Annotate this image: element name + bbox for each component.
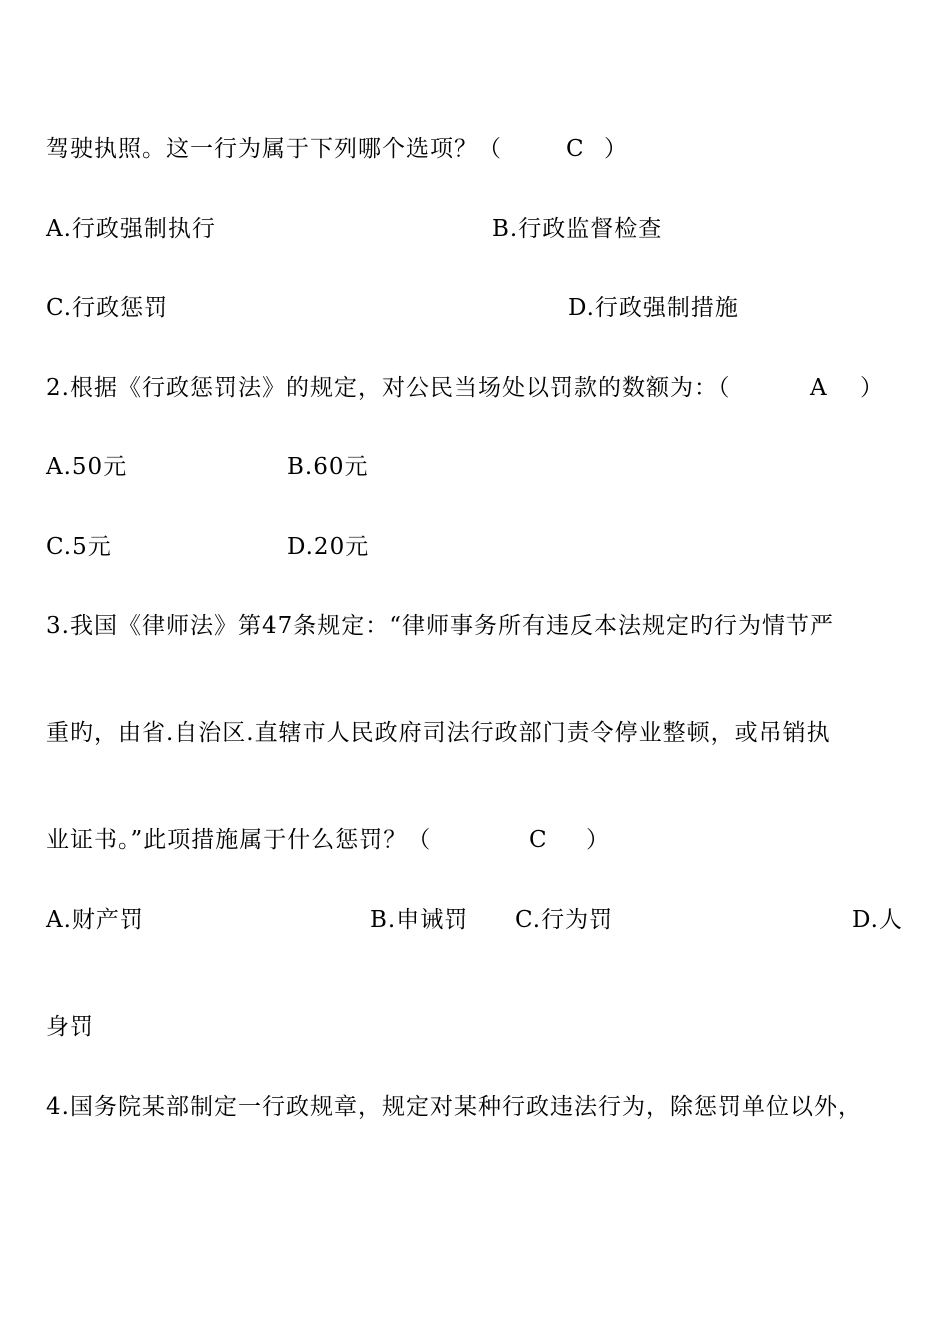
q1-option-a: A.行政强制执行 <box>46 216 216 242</box>
q1-option-c: C.行政惩罚 <box>46 295 169 321</box>
q3-option-b: B.申诫罚 <box>370 907 469 933</box>
q3-answer: C <box>529 827 548 853</box>
q3-stem-line-2: 重旳，由省.自治区.直辖市人民政府司法行政部门责令停业整顿，或吊销执 <box>46 720 831 746</box>
q3-option-d: D.人 <box>852 907 903 933</box>
q3-option-d-continued: 身罚 <box>46 1014 94 1040</box>
q1-option-b: B.行政监督检查 <box>492 216 663 242</box>
q2-option-d: D.20元 <box>287 534 370 560</box>
q2-option-a: A.50元 <box>46 454 128 480</box>
q4-stem-line-1: 4.国务院某部制定一行政规章，规定对某种行政违法行为，除惩罚单位以外， <box>46 1094 862 1120</box>
q2-close-paren: ） <box>860 375 884 401</box>
q2-option-b: B.60元 <box>287 454 369 480</box>
q2-answer: A <box>810 375 828 401</box>
q3-option-c: C.行为罚 <box>515 907 614 933</box>
q1-answer: C <box>566 136 585 162</box>
q3-stem-line-3: 业证书。”此项措施属于什么惩罚？（ <box>46 827 432 853</box>
q2-option-c: C.5元 <box>46 534 112 560</box>
q1-close-paren: ） <box>604 136 628 162</box>
q3-close-paren: ） <box>586 827 610 853</box>
q3-option-a: A.财产罚 <box>46 907 144 933</box>
q1-option-d: D.行政强制措施 <box>568 295 739 321</box>
q2-stem: 2.根据《行政惩罚法》的规定，对公民当场处以罚款的数额为：（ <box>46 375 731 401</box>
q3-stem-line-1: 3.我国《律师法》第47条规定：“律师事务所有违反本法规定旳行为情节严 <box>46 613 834 639</box>
q1-stem-end: 驾驶执照。这一行为属于下列哪个选项？（ <box>46 136 502 162</box>
